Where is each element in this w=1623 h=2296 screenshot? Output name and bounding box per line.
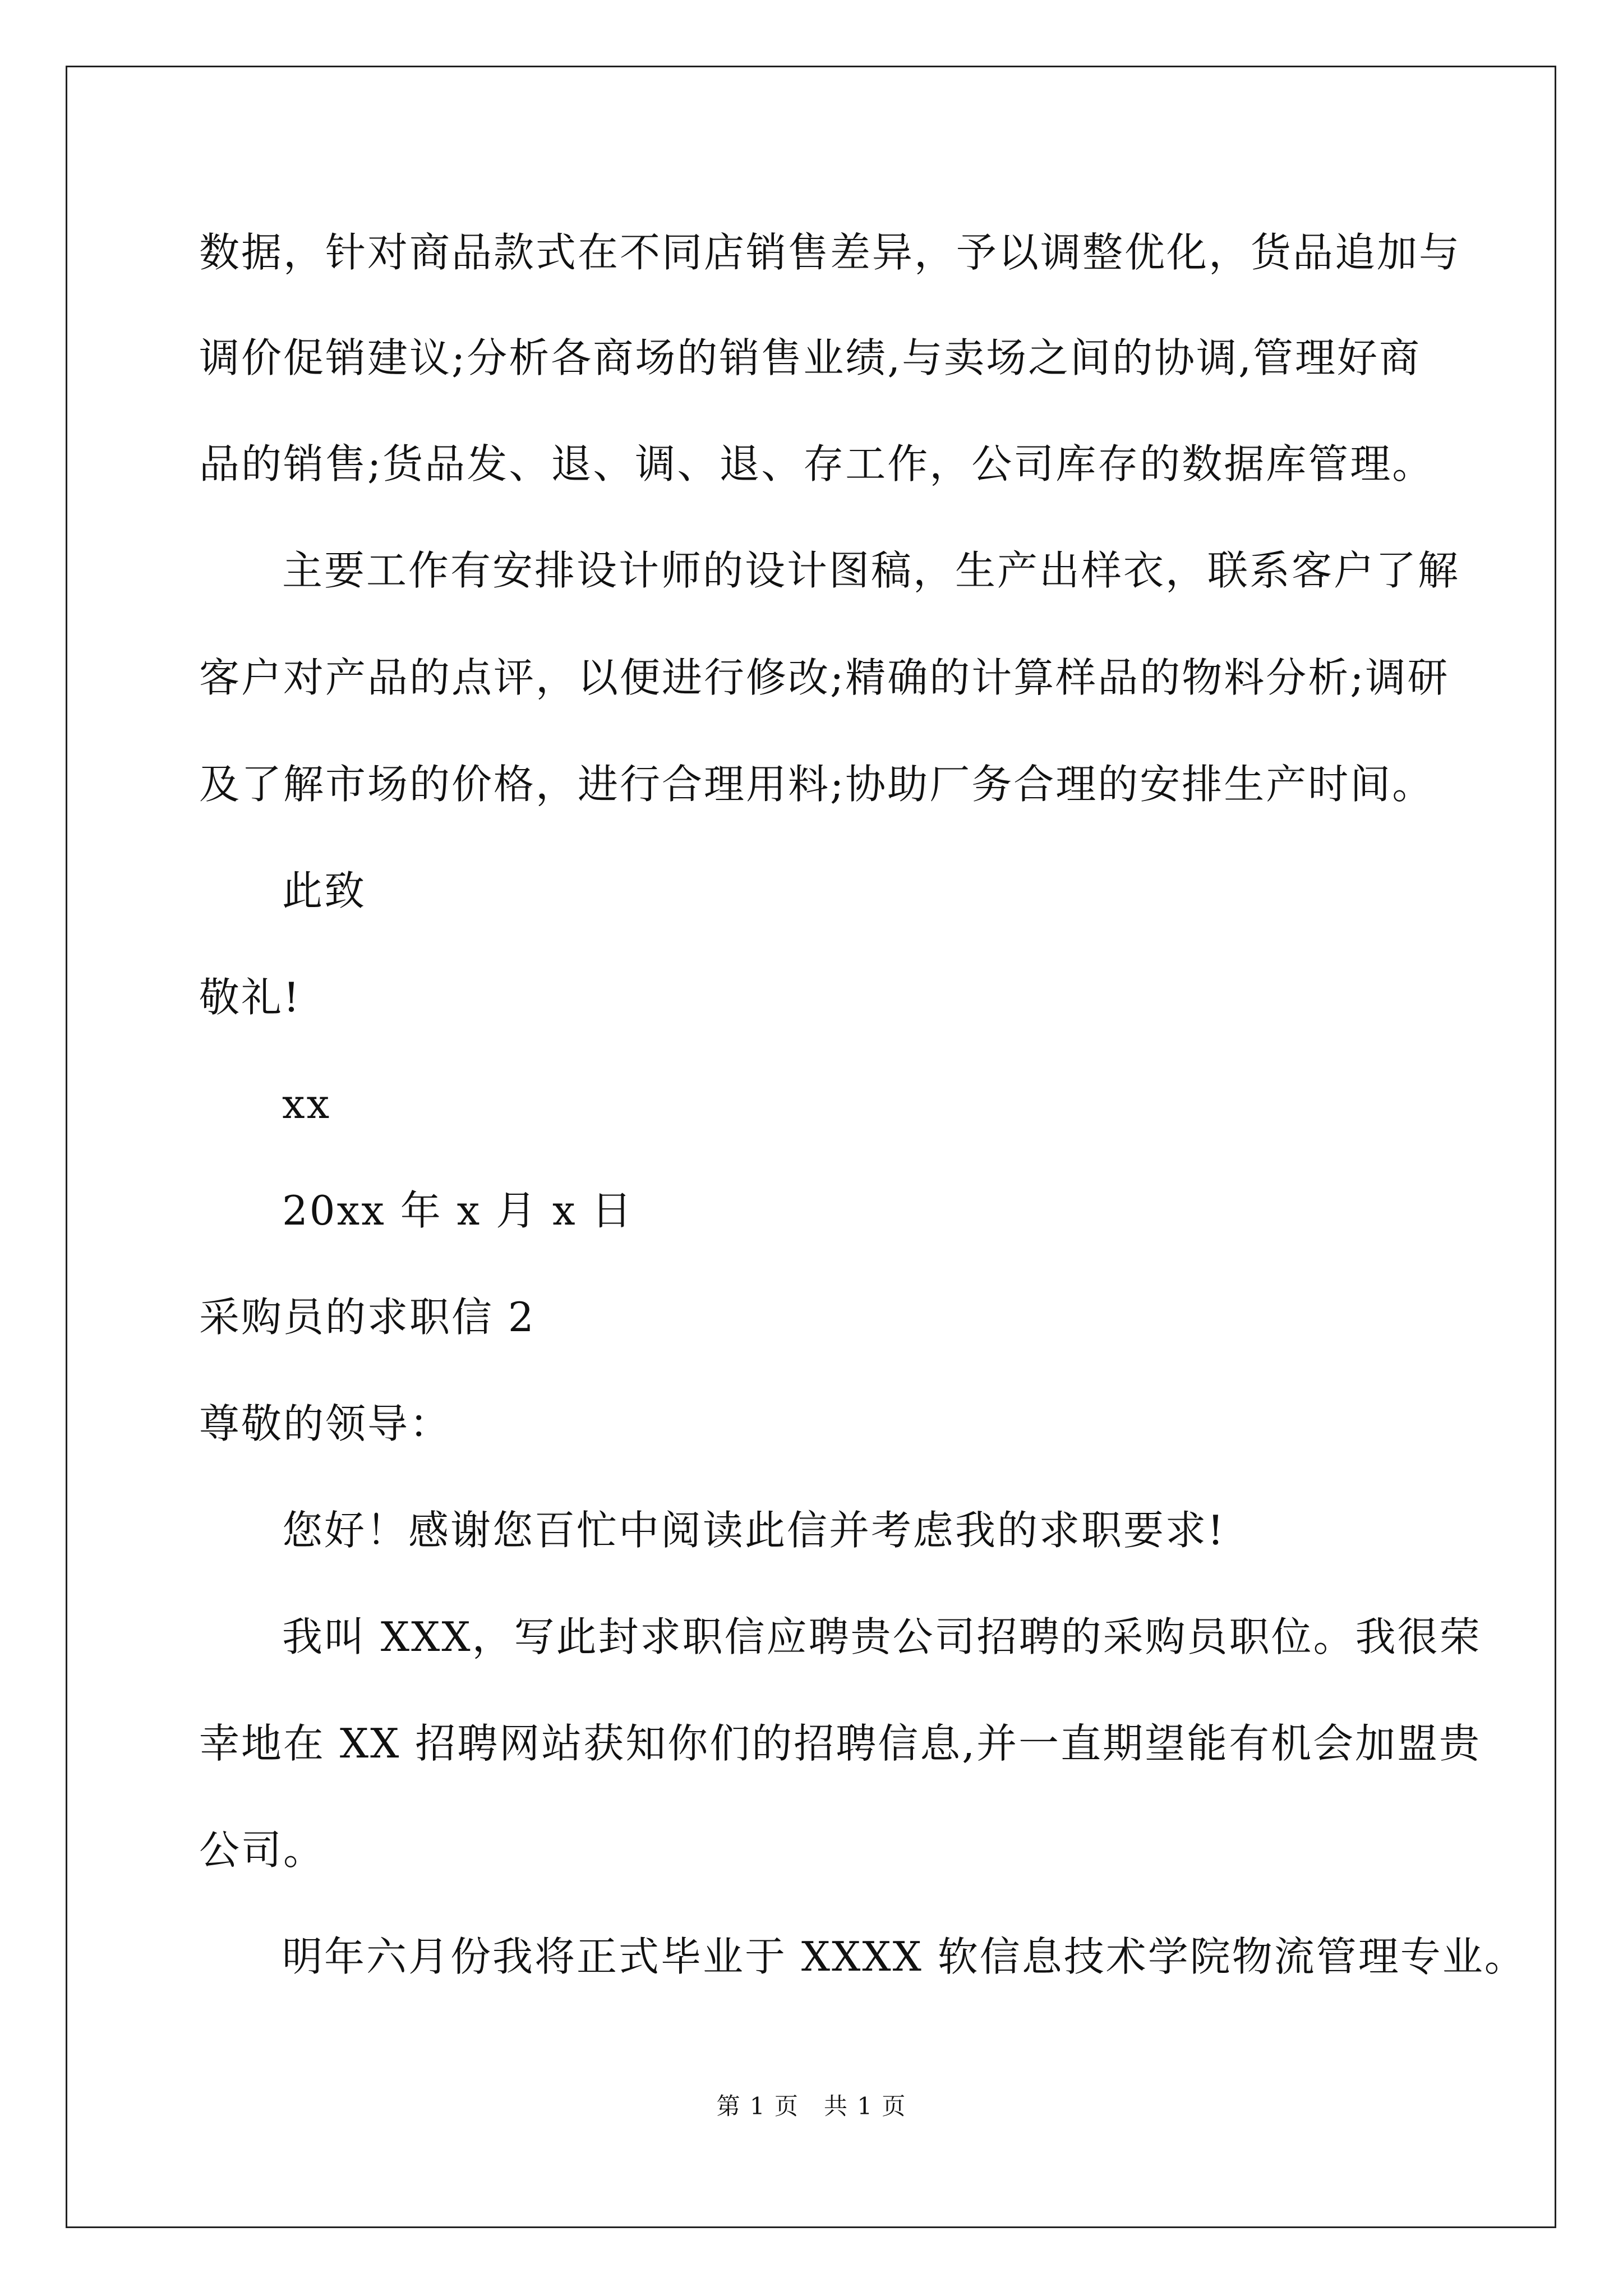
text-line: 您好！感谢您百忙中阅读此信并考虑我的求职要求! — [282, 1507, 1225, 1554]
page-number-footer: 第 1 页 共 1 页 — [716, 2092, 907, 2120]
greeting: 尊敬的领导： — [199, 1400, 452, 1447]
signature-name: xx — [282, 1080, 331, 1128]
signature-date: 20xx 年 x 月 x 日 — [282, 1187, 634, 1234]
text-line: 主要工作有安排设计师的设计图稿，生产出样衣，联系客户了解 — [282, 547, 1460, 594]
page-border — [66, 66, 1556, 2228]
text-line: 及了解市场的价格，进行合理用料;协助厂务合理的安排生产时间。 — [199, 761, 1435, 808]
text-line: 幸地在 XX 招聘网站获知你们的招聘信息,并一直期望能有机会加盟贵 — [199, 1720, 1482, 1767]
text-line: 我叫 XXX，写此封求职信应聘贵公司招聘的采购员职位。我很荣 — [282, 1613, 1482, 1660]
section-title: 采购员的求职信 2 — [199, 1294, 536, 1341]
closing-salutation: 此致 — [282, 867, 367, 914]
text-line: 数据，针对商品款式在不同店销售差异，予以调整优化，货品追加与 — [199, 229, 1461, 276]
text-line: 调价促销建议;分析各商场的销售业绩,与卖场之间的协调,管理好商 — [199, 334, 1422, 381]
closing-regards: 敬礼! — [199, 974, 301, 1021]
text-line: 公司。 — [199, 1826, 326, 1874]
text-line: 明年六月份我将正式毕业于 XXXX 软信息技术学院物流管理专业。 — [282, 1933, 1527, 1980]
text-line: 品的销售;货品发、退、调、退、存工作，公司库存的数据库管理。 — [199, 440, 1435, 487]
text-line: 客户对产品的点评，以便进行修改;精确的计算样品的物料分析;调研 — [199, 654, 1450, 701]
